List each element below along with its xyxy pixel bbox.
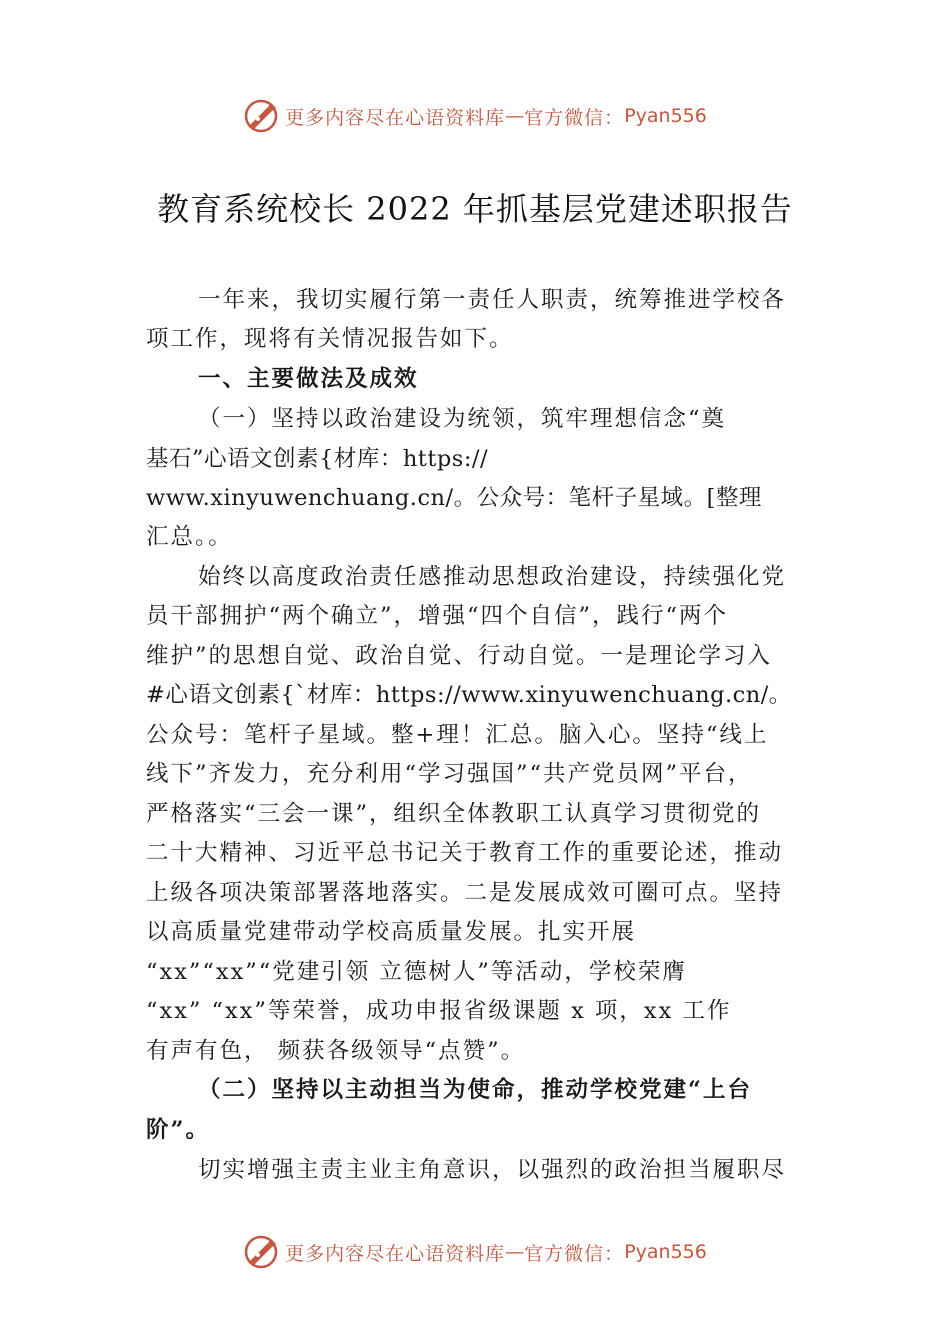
watermark-wechat-id: Pyan556 (624, 1241, 707, 1263)
body-line: 项工作，现将有关情况报告如下。 (146, 326, 514, 352)
body-line: 切实增强主责主业主角意识，以强烈的政治担当履职尽 (198, 1157, 787, 1183)
watermark-separator: — (505, 1241, 525, 1263)
section-heading: 一、主要做法及成效 (198, 366, 419, 392)
body-line: 有声有色， 频获各级领导“点赞”。 (146, 1038, 526, 1064)
subsection-heading: （一）坚持以政治建设为统领，筑牢理想信念“奠 (198, 406, 727, 432)
body-line: 线下”齐发力，充分利用“学习强国”“共产党员网”平台， (146, 761, 753, 787)
watermark-site-text: 更多内容尽在心语资料库 (285, 106, 506, 129)
body-line: 员干部拥护“两个确立”，增强“四个自信”，践行“两个 (146, 603, 729, 629)
body-line: 上级各项决策部署落地落实。二是发展成效可圈可点。坚持 (146, 880, 784, 906)
body-line: 一年来，我切实履行第一责任人职责，统筹推进学校各 (198, 287, 787, 313)
body-line: www.xinyuwenchuang.cn/。公众号：笔杆子星域。[整理 (146, 485, 762, 511)
body-line: 汇总。。 (146, 524, 233, 550)
body-line: 公众号：笔杆子星域。整+理！汇总。脑入心。坚持“线上 (146, 722, 769, 748)
body-line: 始终以高度政治责任感推动思想政治建设，持续强化党 (198, 564, 787, 590)
body-line: “xx”“xx”“党建引领 立德树人”等活动，学校荣膺 (146, 959, 687, 985)
watermark-wechat-label: 官方微信： (524, 1242, 625, 1265)
document-title: 教育系统校长 2022 年抓基层党建述职报告 (157, 190, 793, 228)
body-line: “xx” “xx”等荣誉，成功申报省级课题 x 项，xx 工作 (146, 998, 732, 1024)
watermark-wechat-label: 官方微信： (524, 106, 625, 129)
pen-nib-seal-icon (243, 98, 279, 134)
body-line: 基石”心语文创素{材库：https:// (146, 446, 489, 472)
watermark-site-text: 更多内容尽在心语资料库 (285, 1242, 506, 1265)
watermark-wechat-id: Pyan556 (624, 105, 707, 127)
watermark-banner-top (0, 96, 950, 136)
body-line: #心语文创素{`材库：https://www.xinyuwenchuang.cn/。 (146, 682, 792, 708)
body-line: 严格落实“三会一课”，组织全体教职工认真学习贯彻党的 (146, 801, 762, 827)
subsection-heading-continued: 阶”。 (146, 1117, 210, 1143)
body-line: 维护”的思想自觉、政治自觉、行动自觉。一是理论学习入 (146, 643, 773, 669)
body-line: 以高质量党建带动学校高质量发展。扎实开展 (146, 919, 637, 945)
body-line: 二十大精神、习近平总书记关于教育工作的重要论述，推动 (146, 840, 784, 866)
watermark-separator: — (505, 105, 525, 127)
subsection-heading: （二）坚持以主动担当为使命，推动学校党建“上台 (198, 1077, 752, 1103)
watermark-banner-bottom (0, 1232, 950, 1272)
pen-nib-seal-icon (243, 1234, 279, 1270)
